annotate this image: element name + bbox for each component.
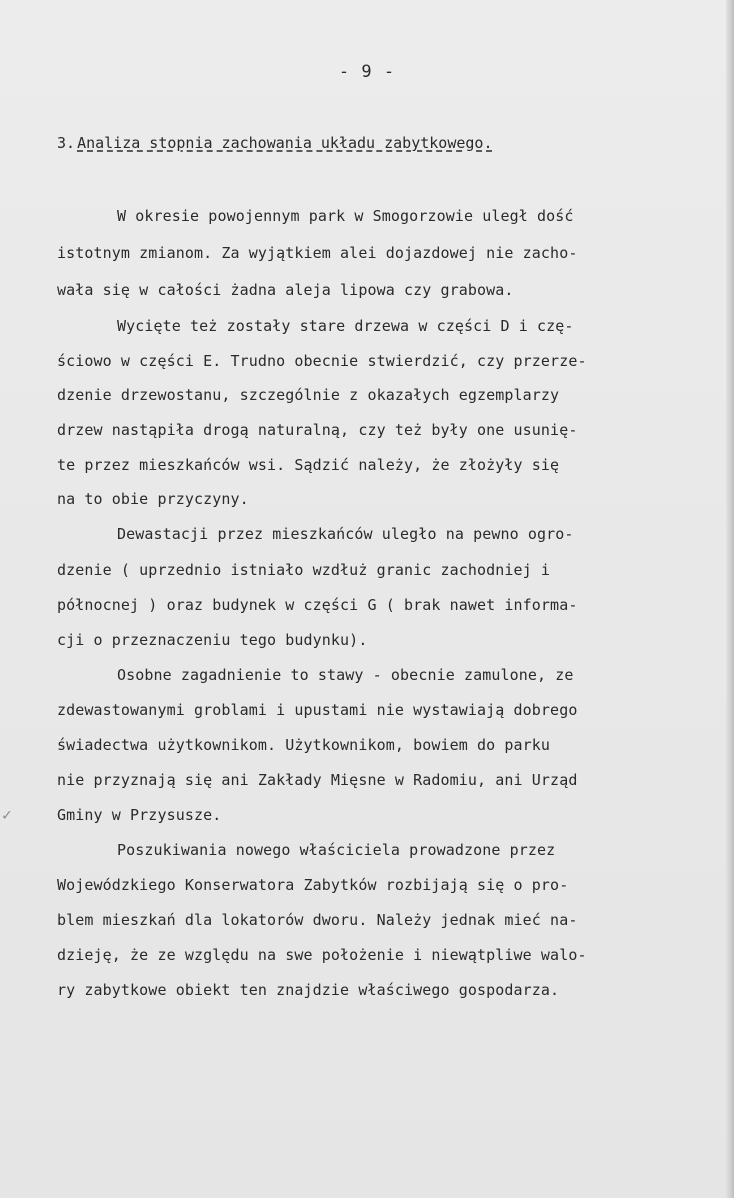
section-heading <box>57 134 492 152</box>
text-line: północnej ) oraz budynek w części G ( brak nawet informa- <box>57 596 578 614</box>
text-line: Poszukiwania nowego właściciela prowadzone przez <box>117 841 556 859</box>
text-line: Wycięte też zostały stare drzewa w części D i czę- <box>117 317 574 335</box>
margin-check-mark-icon: ✓ <box>2 805 12 824</box>
text-line: istotnym zmianom. Za wyjątkiem alei dojazdowej nie zacho- <box>57 244 578 262</box>
text-line: dzenie ( uprzednio istniało wzdłuż granic zachodniej i <box>57 561 551 579</box>
text-line: te przez mieszkańców wsi. Sądzić należy, że złożyły się <box>57 456 560 474</box>
text-line: zdewastowanymi groblami i upustami nie wystawiają dobrego <box>57 701 578 719</box>
text-line: nie przyznają się ani Zakłady Mięsne w Radomiu, ani Urząd <box>57 771 578 789</box>
text-line: Gminy w Przysusze. <box>57 806 222 824</box>
page-number: - 9 - <box>338 62 396 82</box>
text-line: wała się w całości żadna aleja lipowa czy grabowa. <box>57 281 514 299</box>
text-line: blem mieszkań dla lokatorów dworu. Należy jednak mieć na- <box>57 911 578 929</box>
text-line: Dewastacji przez mieszkańców uległo na pewno ogro- <box>117 525 574 543</box>
text-line: dzenie drzewostanu, szczególnie z okazałych egzemplarzy <box>57 386 560 404</box>
section-title: Analiza stopnia zachowania układu zabytkowego. <box>77 134 493 152</box>
text-line: ściowo w części E. Trudno obecnie stwierdzić, czy przerze- <box>57 352 587 370</box>
text-line: dzieję, że ze względu na swe położenie i niewątpliwe walo- <box>57 946 587 964</box>
text-line: drzew nastąpiła drogą naturalną, czy też były one usunię- <box>57 421 578 439</box>
text-line: cji o przeznaczeniu tego budynku). <box>57 631 368 649</box>
text-line: na to obie przyczyny. <box>57 490 249 508</box>
page-edge <box>726 0 734 1198</box>
text-line: świadectwa użytkownikom. Użytkownikom, bowiem do parku <box>57 736 551 754</box>
text-line: W okresie powojennym park w Smogorzowie uległ dość <box>117 207 574 225</box>
text-line: ry zabytkowe obiekt ten znajdzie właściwego gospodarza. <box>57 981 560 999</box>
text-line: Osobne zagadnienie to stawy - obecnie zamulone, ze <box>117 666 574 684</box>
text-line: Wojewódzkiego Konserwatora Zabytków rozbijają się o pro- <box>57 876 569 894</box>
section-number: 3. <box>57 134 76 152</box>
